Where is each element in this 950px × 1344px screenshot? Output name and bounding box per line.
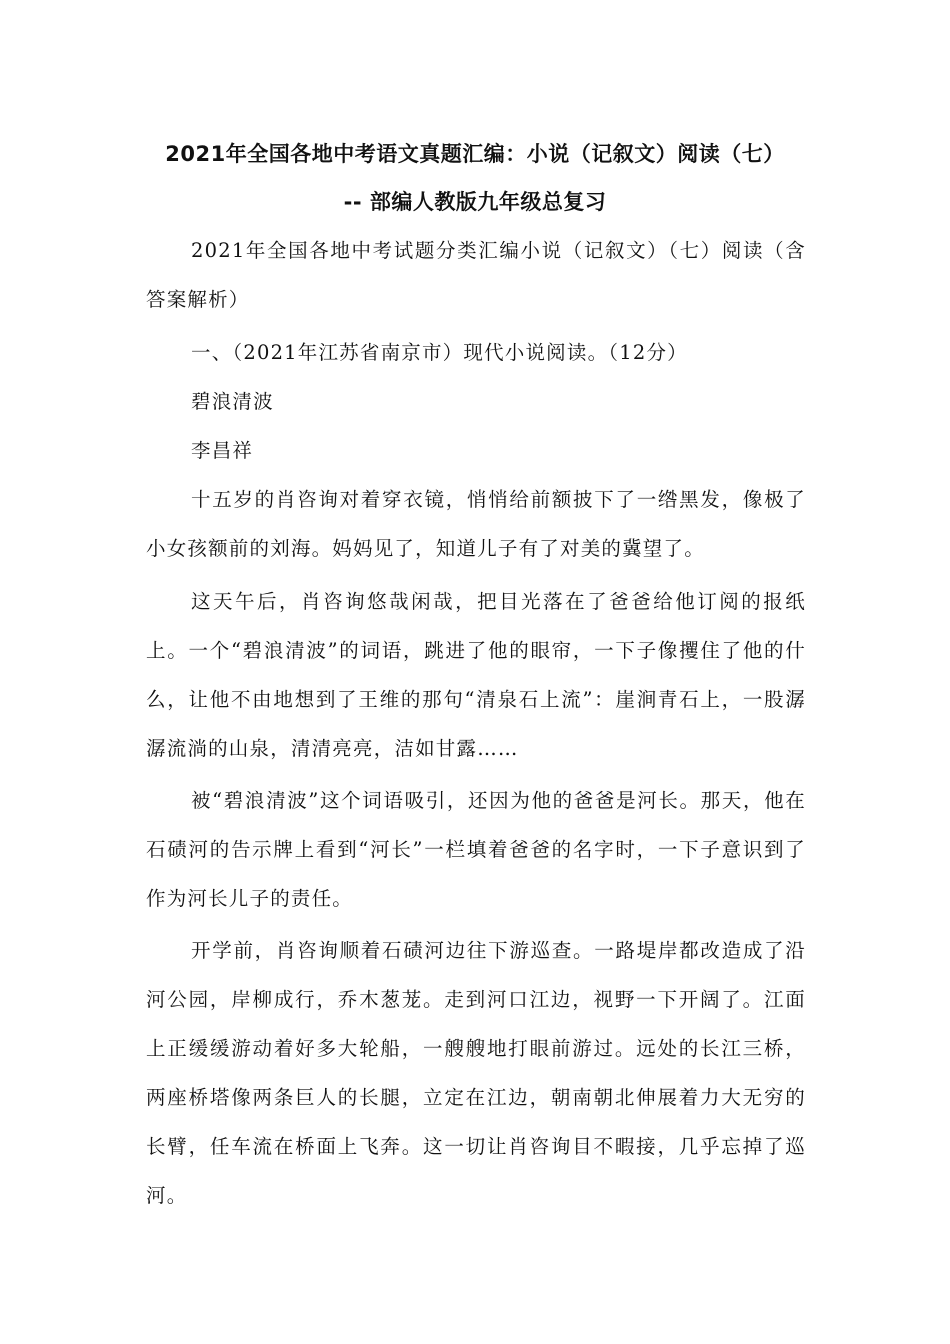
intro-text: 2021年全国各地中考试题分类汇编小说（记叙文）（七）阅读（含答案解析） bbox=[146, 239, 806, 311]
intro-paragraph bbox=[146, 226, 806, 324]
section-heading: 一、（2021年江苏省南京市）现代小说阅读。（12分） bbox=[191, 341, 688, 364]
story-title: 碧浪清波 bbox=[191, 390, 274, 413]
story-paragraph bbox=[146, 475, 806, 573]
story-author: 李昌祥 bbox=[191, 439, 254, 462]
document-title-line-1: 2021年全国各地中考语文真题汇编：小说（记叙文）阅读（七） bbox=[165, 142, 785, 166]
document-title-line-2: -- 部编人教版九年级总复习 bbox=[343, 190, 607, 214]
story-paragraph-text: 被“碧浪清波”这个词语吸引，还因为他的爸爸是河长。那天，他在石碛河的告示牌上看到“河长”一栏填着爸爸的名字时，一下子意识到了作为河长儿子的责任。 bbox=[146, 789, 806, 910]
story-paragraph-text: 开学前，肖咨询顺着石碛河边往下游巡查。一路堤岸都改造成了沿河公园，岸柳成行，乔木葱茏。走到河口江边，视野一下开阔了。江面上正缓缓游动着好多大轮船，一艘艘地打眼前游过。远处的长江三桥，两座桥塔像两条巨人的长腿，立定在江边，朝南朝北伸展着力大无穷的长臂，任车流在桥面上飞奔。这一切让肖咨询目不暇接，几乎忘掉了巡河。 bbox=[146, 939, 806, 1207]
story-paragraph bbox=[146, 926, 806, 1220]
story-paragraph-text: 十五岁的肖咨询对着穿衣镜，悄悄给前额披下了一绺黑发，像极了小女孩额前的刘海。妈妈见了，知道儿子有了对美的冀望了。 bbox=[146, 488, 806, 560]
story-paragraph bbox=[146, 577, 806, 773]
story-paragraph-text: 这天午后，肖咨询悠哉闲哉，把目光落在了爸爸给他订阅的报纸上。一个“碧浪清波”的词语，跳进了他的眼帘，一下子像攫住了他的什么，让他不由地想到了王维的那句“清泉石上流”：崖涧青石上，一股潺潺流淌的山泉，清清亮亮，洁如甘露…… bbox=[146, 590, 806, 760]
story-paragraph bbox=[146, 776, 806, 923]
